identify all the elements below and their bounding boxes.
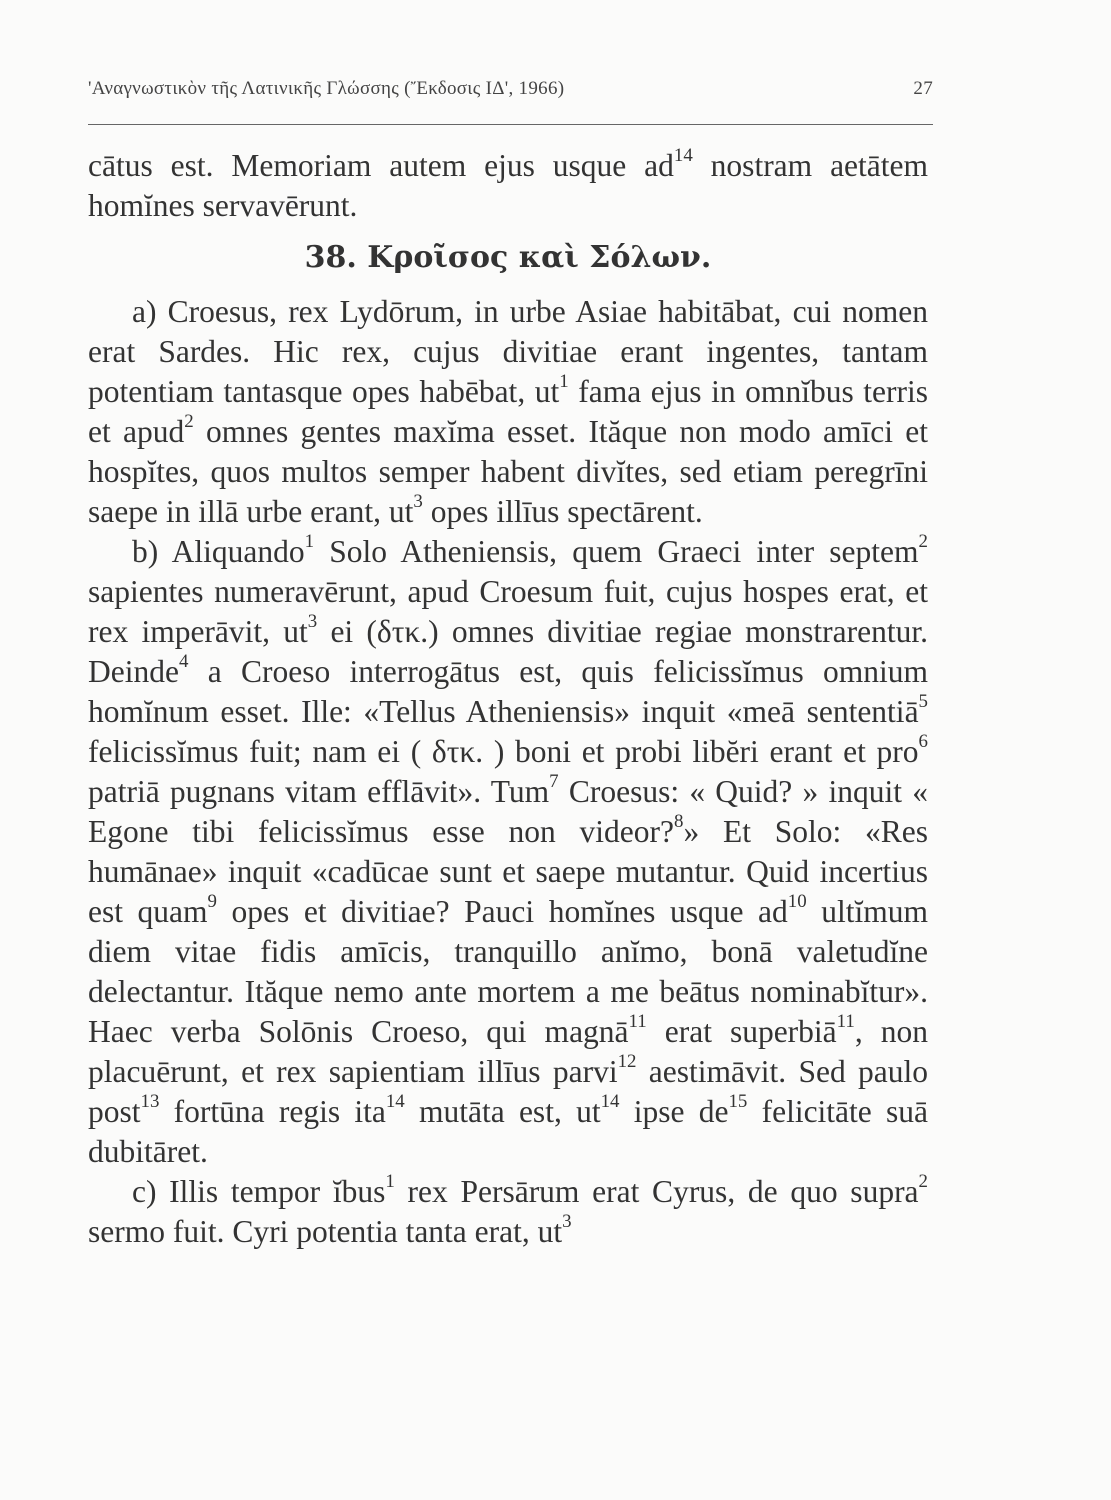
text-run: » Et Solo: «Res humānae» inquit «cadūcae sunt et saepe mutantur. Quid incertius est quam — [88, 814, 928, 929]
header-rule — [88, 124, 933, 125]
text-run: sapientes numeravērunt, apud Croesum fuit, cujus hospes erat, et rex imperāvit, ut — [88, 574, 928, 649]
running-title: 'Αναγνωστικὸν τῆς Λατινικῆς Γλώσσης (Ἔκδοσις ΙΔ', 1966) — [88, 78, 565, 99]
footnote-ref: 11 — [836, 1010, 855, 1032]
section-title: 38. Κροῖσος καὶ Σόλων. — [304, 240, 712, 275]
text-run: rex Persārum erat Cyrus, de quo supra — [394, 1174, 919, 1209]
text-run: mutāta est, ut — [404, 1094, 601, 1129]
text-run: omnes gentes maxĭma esset. Ităque non modo amīci et hospĭtes, quos multos semper habent divĭtes, sed etiam peregrīni saepe in illā urbe erant, ut — [88, 414, 929, 529]
footnote-ref: 2 — [918, 1170, 928, 1192]
text-run: a Croeso interrogātus est, quis felicissĭmus omnium homĭnum esset. Ille: «Tellus Atheniensis» inquit «meā sententiā — [88, 654, 928, 729]
text-run: , non placuērunt, et rex sapientiam illīus parvi — [88, 1014, 929, 1089]
footnote-ref: 14 — [385, 1090, 405, 1112]
text-run: ei (δτκ.) omnes divitiae regiae monstrarentur. Deinde — [88, 614, 928, 689]
text-run: a) Croesus, rex Lydōrum, in urbe Asiae habitābat, cui nomen erat Sardes. Hic rex, cujus divitiae erant ingentes, tantam potentiam tantasque opes habēbat, ut — [88, 294, 928, 409]
paragraph-c — [88, 1172, 928, 1252]
text-run: Solo Atheniensis, quem Graeci inter septem — [314, 534, 919, 569]
footnote-ref: 2 — [184, 410, 194, 432]
text-run: erat superbiā — [646, 1014, 837, 1049]
page-body — [88, 146, 928, 1252]
footnote-ref: 10 — [787, 890, 807, 912]
text-run: ipse de — [619, 1094, 729, 1129]
footnote-ref: 3 — [562, 1210, 572, 1232]
footnote-ref: 7 — [549, 770, 559, 792]
footnote-ref: 1 — [385, 1170, 395, 1192]
text-run: opes et divitiae? Pauci homĭnes usque ad — [217, 894, 788, 929]
footnote-ref: 9 — [207, 890, 217, 912]
footnote-ref: 13 — [140, 1090, 160, 1112]
text-run: ultĭmum diem vitae fidis amīcis, tranquillo anĭmo, bonā valetudĭne delectantur. Ităque nemo ante mortem a me beātus nominabĭtur». Haec verba Solōnis Croeso, qui magnā — [88, 894, 929, 1049]
footnote-ref: 12 — [617, 1050, 637, 1072]
footnote-ref: 5 — [918, 690, 928, 712]
footnote-ref: 3 — [307, 610, 318, 632]
footnote-ref: 15 — [728, 1090, 748, 1112]
page-number: 27 — [913, 78, 933, 99]
footnote-ref: 1 — [304, 530, 315, 552]
text-run: felicitāte suā dubitāret. — [88, 1094, 929, 1169]
running-header — [88, 78, 933, 100]
footnote-ref: 14 — [673, 144, 693, 166]
footnote-ref: 4 — [178, 650, 189, 672]
text-run: Croesus: « Quid? » inquit « Egone tibi felicissĭmus esse non videor? — [88, 774, 928, 849]
paragraph-b — [88, 532, 928, 1172]
text-run: aestimāvit. Sed paulo post — [88, 1054, 928, 1129]
text-run: b) Aliquando — [132, 534, 305, 569]
footnote-ref: 14 — [600, 1090, 620, 1112]
text-run: patriā pugnans vitam efflāvit». Tum — [88, 774, 550, 809]
text-run: opes illīus spectārent. — [422, 494, 703, 529]
footnote-ref: 6 — [918, 730, 928, 752]
paragraph-a — [88, 292, 928, 532]
text-run: felicissĭmus fuit; nam ei ( δτκ. ) boni et probi libĕri erant et pro — [88, 734, 919, 769]
footnote-ref: 1 — [559, 370, 569, 392]
continued-paragraph — [88, 146, 928, 226]
text-run: fortūna regis ita — [159, 1094, 386, 1129]
footnote-ref: 8 — [673, 810, 684, 832]
footnote-ref: 11 — [628, 1010, 647, 1032]
footnote-ref: 3 — [413, 490, 423, 512]
footnote-ref: 2 — [918, 530, 928, 552]
text-run: nostram aetātem homĭnes servavērunt. — [88, 148, 928, 223]
text-run: sermo fuit. Cyri potentia tanta erat, ut — [88, 1214, 563, 1249]
text-run: fama ejus in omnĭbus terris et apud — [88, 374, 928, 449]
text-run: c) Illis tempor ĭbus — [132, 1174, 386, 1209]
text-run: cātus est. Memoriam autem ejus usque ad — [88, 148, 674, 183]
